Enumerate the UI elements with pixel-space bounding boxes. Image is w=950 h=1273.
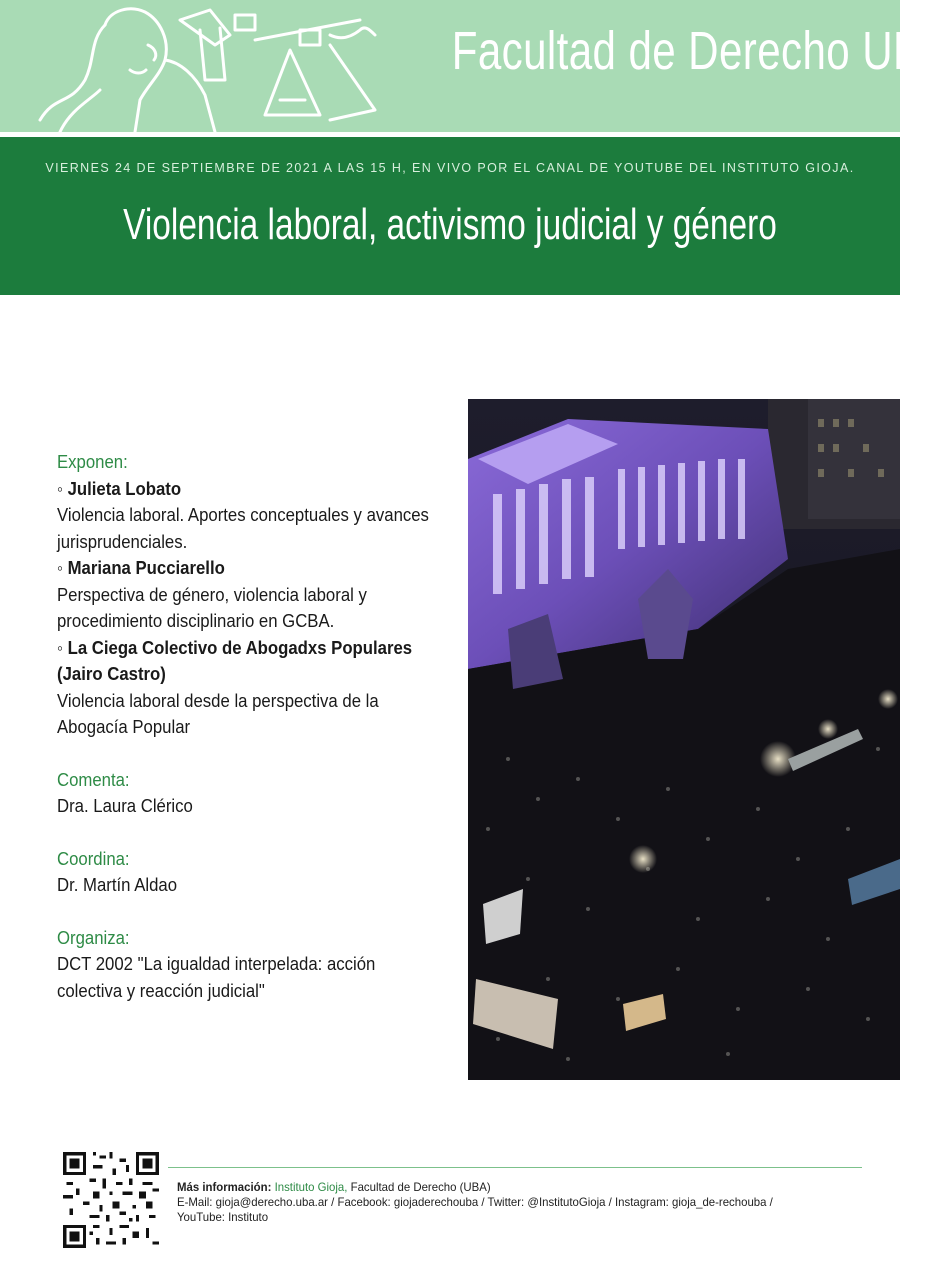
- crowd-photo: [468, 399, 900, 1080]
- coordina-label: Coordina:: [57, 848, 130, 869]
- speaker-item: [57, 476, 429, 556]
- event-title: Violencia laboral, activismo judicial y género: [123, 200, 777, 249]
- event-details: [57, 449, 429, 1004]
- contact-details: E-Mail: gioja@derecho.uba.ar / Facebook: giojaderechouba / Twitter: @InstitutoGioja / Instagram: gioja_de-rechouba / YouTube: Instituto: [177, 1195, 773, 1224]
- bullet: ◦: [57, 478, 68, 499]
- comenta-label: Comenta:: [57, 769, 130, 790]
- comenta-value: Dra. Laura Clérico: [57, 796, 193, 816]
- speaker-name: Mariana Pucciarello: [67, 558, 225, 578]
- institute-link[interactable]: Instituto Gioja,: [274, 1180, 348, 1194]
- footer-divider: [168, 1167, 862, 1168]
- event-date: VIERNES 24 DE SEPTIEMBRE DE 2021 A LAS 15 H, EN VIVO POR EL CANAL DE YOUTUBE DEL INSTITUTO GIOJA.: [45, 161, 855, 175]
- night-crowd-congress-photo: [468, 399, 900, 1080]
- speaker-topic: Violencia laboral. Aportes conceptuales y avances jurisprudenciales.: [57, 505, 429, 552]
- header-band: [0, 0, 950, 132]
- exponen-label: Exponen:: [57, 452, 128, 472]
- speaker-item: [57, 635, 429, 741]
- speaker-name: La Ciega Colectivo de Abogadxs Populares (Jairo Castro): [57, 637, 413, 684]
- speaker-topic: Violencia laboral desde la perspectiva de la Abogacía Popular: [57, 690, 379, 737]
- organiza-value: DCT 2002 "La igualdad interpelada: acción colectiva y reacción judicial": [57, 954, 376, 1001]
- lady-justice-illustration: [30, 0, 400, 132]
- speaker-item: [57, 555, 429, 635]
- bullet: ◦: [57, 637, 68, 658]
- coordina-value: Dr. Martín Aldao: [57, 875, 178, 895]
- qr-code[interactable]: [63, 1152, 159, 1248]
- speaker-topic: Perspectiva de género, violencia laboral y procedimiento disciplinario en GCBA.: [57, 584, 367, 631]
- more-info-label: Más información:: [177, 1180, 272, 1194]
- organiza-label: Organiza:: [57, 927, 130, 948]
- footer-info: [177, 1180, 804, 1225]
- speaker-name: Julieta Lobato: [67, 478, 182, 499]
- faculty-title: Facultad de Derecho UBA: [451, 21, 950, 81]
- faculty-name: Facultad de Derecho (UBA): [347, 1180, 491, 1194]
- bullet: ◦: [57, 558, 68, 578]
